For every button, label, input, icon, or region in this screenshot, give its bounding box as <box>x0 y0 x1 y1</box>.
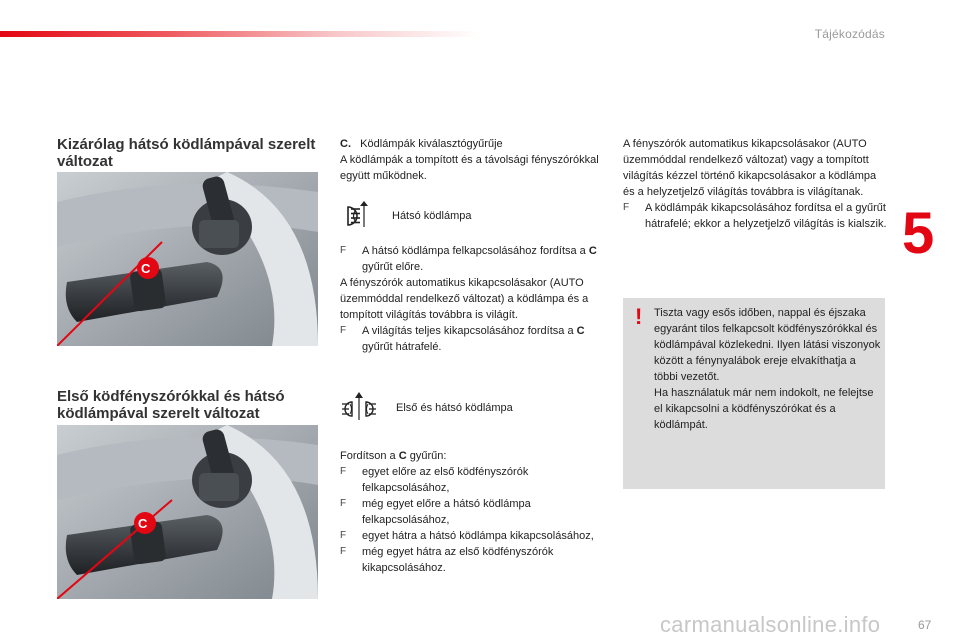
ring-label: C <box>398 450 407 462</box>
front-rear-fog-lamp-icon <box>340 392 378 424</box>
bullet-text: gyűrűt hátrafelé. <box>362 341 442 353</box>
list-item <box>340 528 605 544</box>
section1-title: Kizárólag hátsó ködlámpával szerelt változat <box>57 136 316 170</box>
bullet-text: A hátsó ködlámpa felkapcsolásához fordítsa a <box>362 245 589 257</box>
warning-text-1: Tiszta vagy esős időben, nappal és éjszaka egyaránt tilos felkapcsolt ködfényszórókkal és ködlámpával közlekedni. Ilyen látási viszonyok között a fénynyalábok ereje elvakíthatja a többi vezetőt. <box>654 307 881 383</box>
bullet-icon: F <box>340 530 347 541</box>
auto-off-note: A fényszórók automatikus kikapcsolásakor (AUTO üzemmóddal rendelkező változat) vagy a tompított világítás kézzel történő kikapcsolásakor a ködlámpa és a helyzetjelző világítás továbbra is világítanak. <box>623 138 877 198</box>
rear-fog-lamp-icon <box>340 201 374 231</box>
intro-heading: Ködlámpák kiválasztógyűrűje <box>360 138 503 150</box>
bullet-text: egyet előre az első ködfényszórók felkapcsolásához, <box>362 466 529 494</box>
callout-c-label: C <box>141 261 151 276</box>
ring-label: C <box>576 325 585 337</box>
list-item <box>340 544 605 576</box>
bullet-text: gyűrűt előre. <box>362 261 424 273</box>
callout-c-label: C <box>138 516 148 531</box>
front-rear-fog-lamp-label: Első és hátsó ködlámpa <box>396 402 513 414</box>
front-rear-fog-instructions <box>340 448 605 576</box>
chapter-number: 5 <box>902 201 935 266</box>
rear-fog-lamp-row <box>340 201 472 231</box>
bullet-icon: F <box>623 202 630 213</box>
header-accent-bar <box>0 31 480 37</box>
bullet-text: A világítás teljes kikapcsolásához fordítsa a <box>362 325 577 337</box>
bullet-text: még egyet előre a hátsó ködlámpa felkapcsolásához, <box>362 498 531 526</box>
intro-label: C. <box>340 138 351 150</box>
intro-text: Fordítson a <box>340 450 399 462</box>
bullet-icon: F <box>340 325 347 336</box>
warning-box <box>623 298 885 489</box>
front-rear-fog-lamp-row <box>340 392 513 424</box>
rear-fog-lamp-label: Hátsó ködlámpa <box>392 210 472 222</box>
warning-text <box>654 305 881 433</box>
auto-off-block <box>623 136 888 232</box>
bullet-icon: F <box>340 498 347 509</box>
chapter-title: Tájékozódás <box>814 27 885 41</box>
page-number: 67 <box>918 618 932 632</box>
warning-text-2: Ha használatuk már nem indokolt, ne felejtse el kikapcsolni a ködfényszórókat és a ködlámpát. <box>654 387 874 431</box>
bullet-text: A ködlámpák kikapcsolásához fordítsa el a gyűrűt hátrafelé; ekkor a helyzetjelző világítás is kialszik. <box>645 202 887 230</box>
ring-label: C <box>588 245 597 257</box>
list-item <box>340 464 605 496</box>
bullet-text: még egyet hátra az első ködfényszórók kikapcsolásához. <box>362 546 554 574</box>
list-item <box>340 243 605 275</box>
list-item <box>340 496 605 528</box>
intro-text: A ködlámpák a tompított és a távolsági fényszórókkal együtt működnek. <box>340 154 599 182</box>
section2-title: Első ködfényszórókkal és hátsó ködlámpával szerelt változat <box>57 388 285 422</box>
bullet-icon: F <box>340 546 347 557</box>
intro-block <box>340 136 605 184</box>
section1-photo <box>57 172 318 346</box>
watermark: carmanualsonline.info <box>660 612 881 637</box>
warning-icon: ! <box>635 304 643 329</box>
bullet-text: egyet hátra a hátsó ködlámpa kikapcsolásához, <box>362 530 594 542</box>
list-item <box>623 200 888 232</box>
bullet-icon: F <box>340 466 347 477</box>
section2-photo <box>57 425 318 599</box>
bullet-icon: F <box>340 245 347 256</box>
intro-text: gyűrűn: <box>406 450 447 462</box>
ring-intro <box>340 448 605 464</box>
list-item <box>340 323 605 355</box>
rear-fog-instructions <box>340 243 605 355</box>
auto-mode-note: A fényszórók automatikus kikapcsolásakor (AUTO üzemmóddal rendelkező változat) a ködlámpa és a tompított világítás továbbra is világít. <box>340 277 589 321</box>
